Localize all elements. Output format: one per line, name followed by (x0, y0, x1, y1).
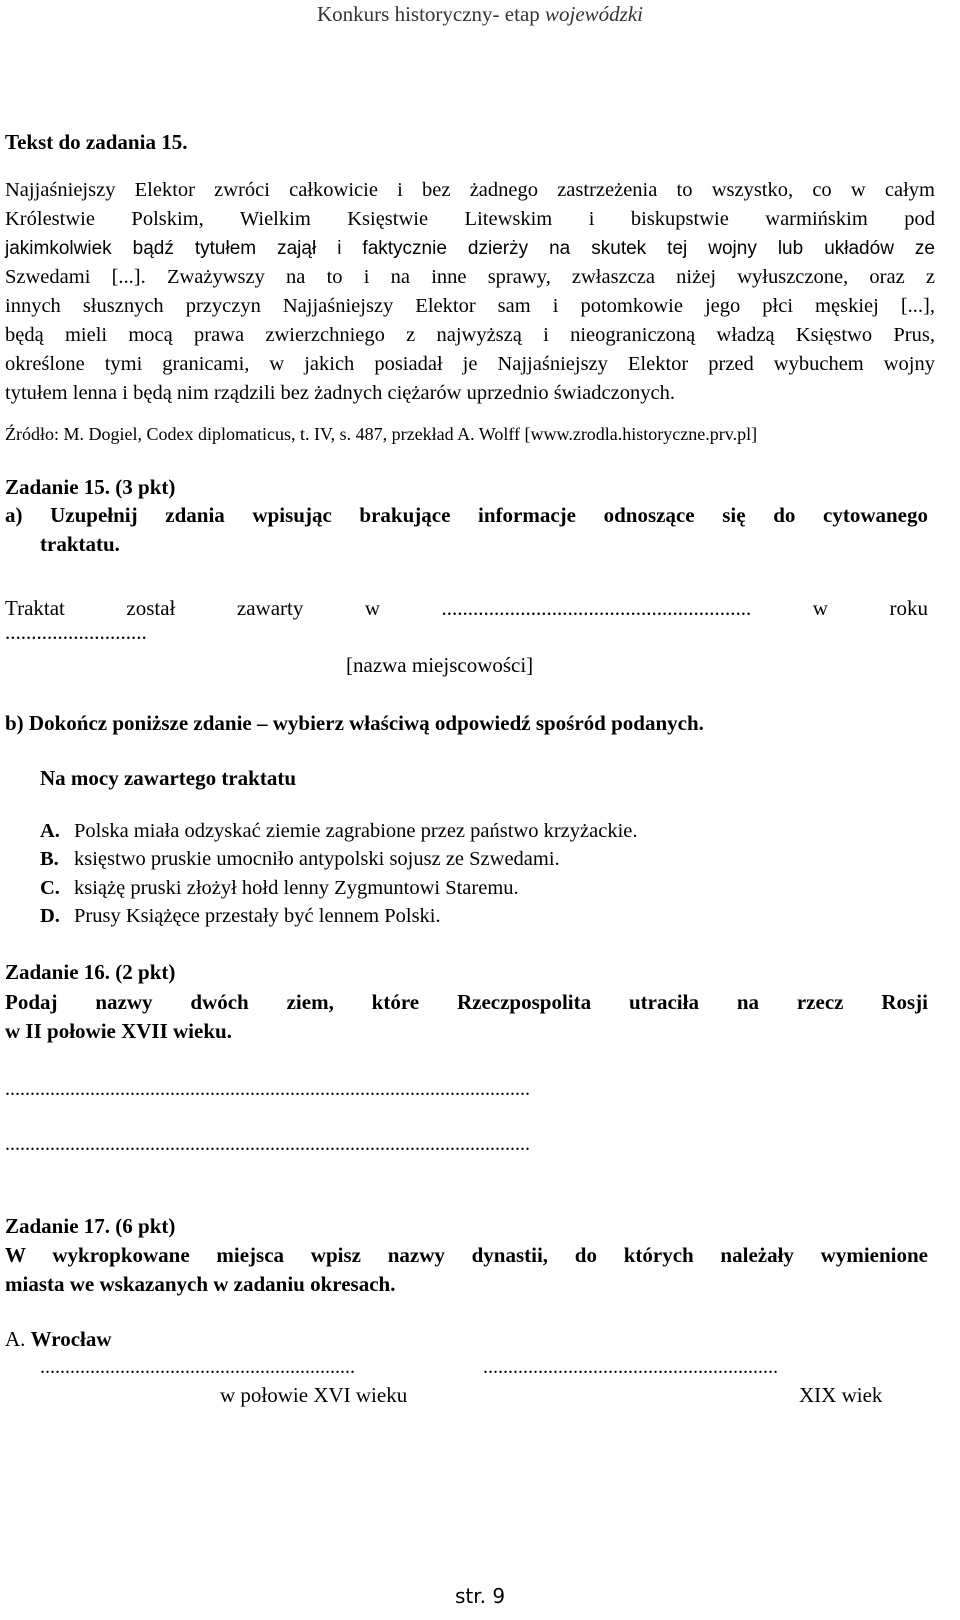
header-stage: wojewódzki (545, 2, 644, 26)
text15-line: będą mieli mocą prawa zwierzchniego z najwyższą i nieograniczoną władzą Księstwo Prus, (5, 324, 935, 346)
task16-line2: w II połowie XVII wieku. (5, 1019, 232, 1043)
task16-answer-line[interactable]: ......................................................................................................... (5, 1133, 530, 1155)
option-text: księstwo pruskie umocniło antypolski sojusz ze Szwedami. (74, 848, 560, 870)
text15-line: Szwedami [...]. Zważywszy na to i na inne sprawy, zwłaszcza niżej wyłuszczone, oraz z (5, 266, 935, 288)
text15-source: Źródło: M. Dogiel, Codex diplomaticus, t. IV, s. 487, przekład A. Wolff [www.zrodla.historyczne.prv.pl] (5, 424, 758, 444)
task16-answer-line[interactable]: ......................................................................................................... (5, 1078, 530, 1100)
option-d[interactable] (40, 905, 441, 928)
item-city: Wrocław (30, 1327, 112, 1351)
text15-line: określone tymi granicami, w jakich posiadał je Najjaśniejszy Elektor przed wybuchem wojny (5, 353, 935, 375)
dynasty-blank-right[interactable]: ........................................................... (483, 1356, 778, 1378)
period-right: XIX wiek (799, 1383, 883, 1407)
fill-word: w (364, 596, 381, 620)
fill-word: zawarty (236, 596, 304, 620)
fill-word: roku (889, 596, 928, 620)
task16-line1: Podaj nazwy dwóch ziem, które Rzeczpospolita utraciła na rzecz Rosji (5, 990, 928, 1014)
option-letter: A. (40, 820, 60, 842)
task17-line2: miasta we wskazanych w zadaniu okresach. (5, 1272, 396, 1296)
option-a[interactable] (40, 820, 638, 843)
option-letter: C. (40, 877, 60, 899)
header-prefix: Konkurs historyczny- etap (316, 2, 546, 26)
task17-label: Zadanie 17. (5, 1214, 111, 1238)
text15-heading: Tekst do zadania 15. (5, 130, 188, 154)
fill-word: w (812, 596, 828, 620)
dynasty-blank-left[interactable]: ............................................................... (40, 1356, 355, 1378)
text15-line: innych słusznych przyczyn Najjaśniejszy Elektor sam i potomkowie jego płci męskiej [...], (5, 295, 935, 317)
option-text: Polska miała odzyskać ziemie zagrabione przez państwo krzyżackie. (74, 820, 638, 842)
task15-title (5, 475, 175, 500)
task16-title (5, 960, 175, 985)
text15-line: Najjaśniejszy Elektor zwróci całkowicie i bez żadnego zastrzeżenia to wszystko, co w całym (5, 179, 935, 201)
option-letter: B. (40, 848, 59, 870)
task17-line1: W wykropkowane miejsca wpisz nazwy dynastii, do których należały wymienione (5, 1243, 928, 1267)
task17-item-a (5, 1327, 112, 1352)
year-blank[interactable]: ........................... (5, 620, 147, 644)
task15-stem: Na mocy zawartego traktatu (40, 766, 297, 790)
task15-a-line2: traktatu. (40, 532, 120, 556)
task15-b-line: b) Dokończ poniższe zdanie – wybierz właściwą odpowiedź spośród podanych. (5, 711, 704, 735)
task16-label: Zadanie 16. (5, 960, 111, 984)
fill-word: Traktat (5, 596, 65, 620)
period-left: w połowie XVI wieku (220, 1383, 408, 1407)
page-header (0, 2, 960, 27)
text15-line: Królestwie Polskim, Wielkim Księstwie Litewskim i biskupstwie warmińskim pod (5, 208, 935, 230)
page-number: str. 9 (454, 1584, 506, 1608)
task15-label: Zadanie 15. (5, 475, 111, 499)
fill-word: został (126, 596, 176, 620)
item-letter: A. (5, 1327, 26, 1351)
task17-title (5, 1214, 175, 1239)
task17-points: (6 pkt) (115, 1214, 176, 1238)
text15-body (5, 176, 935, 408)
text15-line: tytułem lenna i będą nim rządzili bez żadnych ciężarów uprzednio świadczonych. (5, 382, 675, 404)
option-text: książę pruski złożył hołd lenny Zygmuntowi Staremu. (74, 877, 519, 899)
option-c[interactable] (40, 877, 519, 900)
option-b[interactable] (40, 848, 560, 871)
place-blank[interactable]: ........................................................... (441, 596, 752, 620)
place-hint: [nazwa miejscowości] (346, 653, 534, 677)
task16-points: (2 pkt) (115, 960, 176, 984)
option-text: Prusy Książęce przestały być lennem Polski. (74, 905, 441, 927)
task15-a-line1: a) Uzupełnij zdania wpisując brakujące informacje odnoszące się do cytowanego (5, 503, 928, 527)
task15-points: (3 pkt) (115, 475, 176, 499)
task15-fill-line (5, 596, 928, 621)
option-letter: D. (40, 905, 60, 927)
text15-line: jakimkolwiek bądź tytułem zajął i faktycznie dzierży na skutek tej wojny lub układów ze (5, 238, 935, 259)
